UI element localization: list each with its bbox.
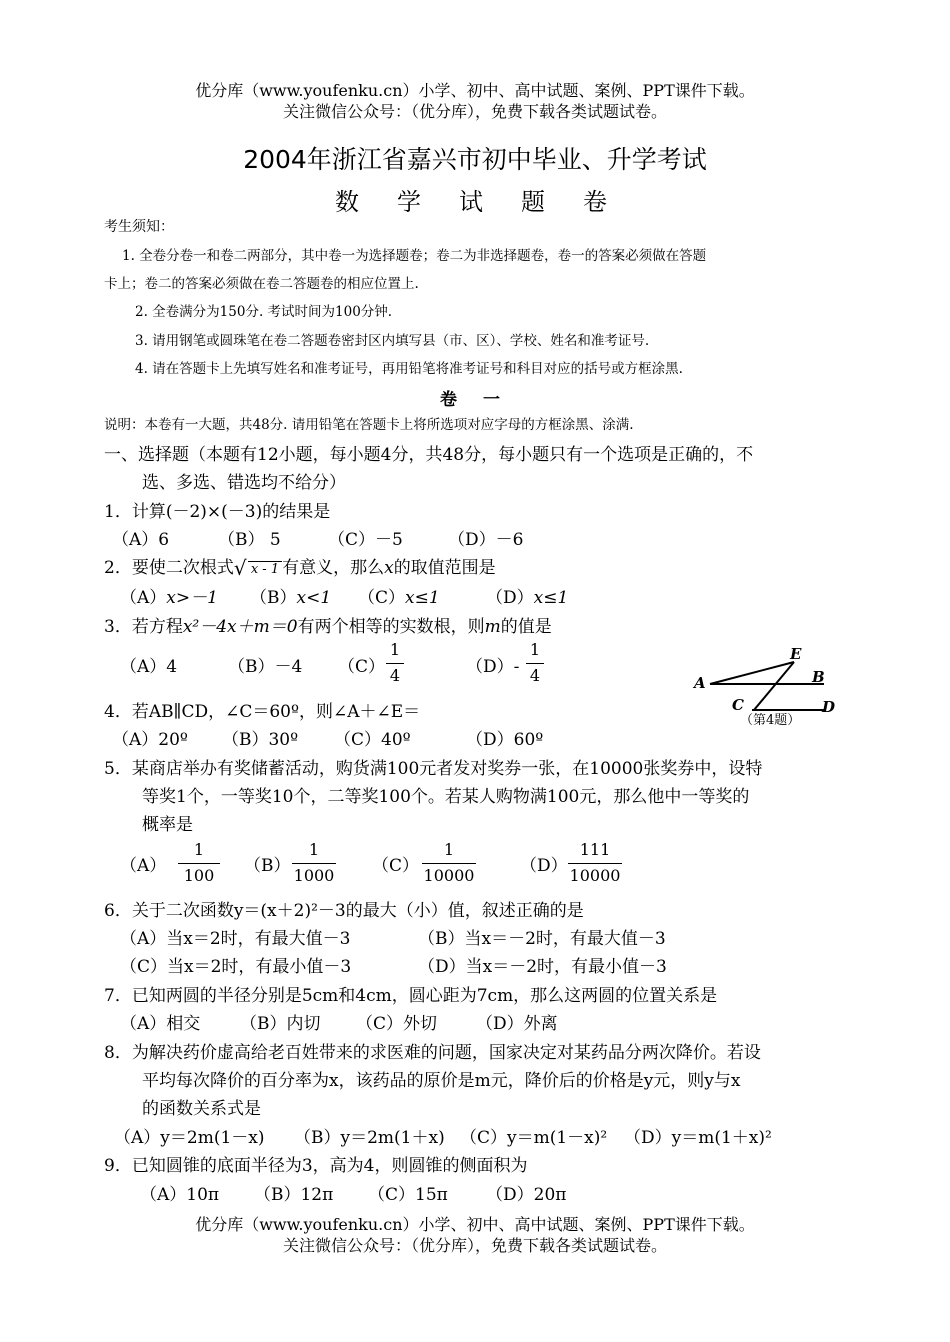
label-D: D [822, 698, 836, 716]
notice-heading: 考生须知： [104, 219, 174, 235]
section-intro-b: 选、多选、错选均不给分） [142, 473, 346, 493]
q9-stem: 9．已知圆锥的底面半径为3，高为4，则圆锥的侧面积为 [104, 1156, 528, 1176]
q2-var: x [384, 558, 394, 578]
q8-line-2: 平均每次降价的百分率为x，该药品的原价是m元，降价后的价格是y元，则y与x [142, 1071, 741, 1091]
exam-title: 2004年浙江省嘉兴市初中毕业、升学考试 [243, 145, 707, 174]
q7-option-a: （A）相交 [120, 1014, 201, 1034]
q9-option-a: （A）10π [140, 1185, 220, 1205]
q9-option-d: （D）20π [486, 1185, 567, 1205]
section-note: 说明：本卷有一大题，共48分. 请用铅笔在答题卡上将所选项对应字母的方框涂黑、涂满. [104, 417, 634, 433]
q2-option-a: （A）x>－1 [120, 588, 218, 608]
q8-option-c: （C）y＝m(1－x)² [460, 1128, 608, 1148]
q6-option-c: （C）当x＝2时，有最小值－3 [120, 957, 352, 977]
q2-stem-a: 2．要使二次根式 [104, 558, 234, 578]
q4-option-d: （D）60º [466, 730, 544, 750]
q6-option-b: （B）当x＝－2时，有最大值－3 [418, 929, 666, 949]
line-AE [710, 662, 794, 684]
q3-d-fraction: 1 4 [526, 641, 544, 685]
exam-subtitle: 数学试题卷 [335, 188, 645, 216]
q1-option-d: （D）－6 [448, 530, 524, 550]
section-title: 卷 一 [440, 390, 510, 410]
header-line-1: 优分库（www.youfenku.cn）小学、初中、高中试题、案例、PPT课件下载。 [195, 81, 755, 100]
q5-line-2: 等奖1个，一等奖10个，二等奖100个。若某人购物满100元，那么他中一等奖的 [142, 787, 750, 807]
notice-item-2: 2. 全卷满分为150分. 考试时间为100分钟. [135, 304, 393, 320]
q9-option-c: （C）15π [368, 1185, 448, 1205]
q4-stem: 4．若AB∥CD，∠C＝60º，则∠A＋∠E＝ [104, 702, 421, 722]
q7-option-b: （B）内切 [240, 1014, 321, 1034]
q8-line-3: 的函数关系式是 [142, 1099, 261, 1119]
sqrt-symbol: √ x - 1 [234, 558, 282, 578]
section-intro-a: 一、选择题（本题有12小题，每小题4分，共48分，每小题只有一个选项是正确的，不 [104, 445, 754, 465]
q8-option-a: （A）y＝2m(1－x) [114, 1128, 265, 1148]
q2-option-d: （D）x≤1 [486, 588, 569, 608]
q2-stem-c: 的取值范围是 [393, 558, 496, 578]
q8-option-d: （D）y＝m(1＋x)² [624, 1128, 772, 1148]
q3-stem: 3．若方程x²－4x＋m＝0有两个相等的实数根，则m的值是 [104, 617, 552, 637]
footer-line-2: 关注微信公众号：（优分库），免费下载各类试题试卷。 [282, 1236, 667, 1255]
q7-option-d: （D）外离 [476, 1014, 558, 1034]
label-B: B [812, 668, 825, 686]
q5-line-1: 5．某商店举办有奖储蓄活动，购货满100元者发对奖券一张，在10000张奖券中，设特 [104, 759, 763, 779]
q3-option-c: （C） [338, 657, 386, 677]
q2-radicand: x - 1 [248, 561, 282, 577]
q4-figure [690, 642, 840, 732]
notice-item-4: 4. 请在答题卡上先填写姓名和准考证号，再用铅笔将准考证号和科目对应的括号或方框涂黑. [135, 361, 683, 377]
q5-option-c: （C） [372, 856, 420, 876]
footer-line-1: 优分库（www.youfenku.cn）小学、初中、高中试题、案例、PPT课件下载。 [195, 1215, 755, 1234]
q1-option-c: （C）－5 [328, 530, 403, 550]
q3-option-b: （B）－4 [228, 657, 303, 677]
q1-stem: 1．计算(－2)×(－3)的结果是 [104, 502, 331, 522]
q6-option-a: （A）当x＝2时，有最大值－3 [120, 929, 351, 949]
q6-stem: 6．关于二次函数y＝(x＋2)²－3的最大（小）值，叙述正确的是 [104, 901, 584, 921]
q5-c-fraction: 1 10000 [423, 840, 475, 885]
q6-option-d: （D）当x＝－2时，有最小值－3 [418, 957, 667, 977]
q4-option-a: （A）20º [112, 730, 188, 750]
q5-b-fraction: 1 1000 [293, 840, 335, 885]
q2-stem-b: 有意义，那么 [282, 558, 385, 578]
q5-d-fraction: 111 10000 [569, 840, 621, 885]
q2-stem [104, 553, 496, 578]
q4-option-b: （B）30º [222, 730, 299, 750]
q3-c-fraction: 1 4 [386, 641, 404, 685]
q5-a-fraction: 1 100 [178, 841, 220, 885]
notice-item-1a: 1. 全卷分卷一和卷二两部分，其中卷一为选择题卷；卷二为非选择题卷，卷一的答案必须做在答题 [122, 248, 707, 264]
q3-option-d: （D）- [466, 657, 520, 677]
q5-option-a: （A） [120, 856, 167, 876]
q8-line-1: 8．为解决药价虚高给老百姓带来的求医难的问题，国家决定对某药品分两次降价。若设 [104, 1043, 761, 1063]
header-line-2: 关注微信公众号：（优分库），免费下载各类试题试卷。 [282, 102, 667, 121]
q5-option-b: （B） [244, 856, 291, 876]
label-A: A [694, 674, 706, 692]
label-E: E [790, 645, 802, 663]
q1-option-a: （A）6 [112, 530, 170, 550]
q7-option-c: （C）外切 [356, 1014, 438, 1034]
q5-line-3: 概率是 [142, 815, 193, 835]
line-EC [754, 662, 794, 710]
q2-option-b: （B）x<1 [250, 588, 332, 608]
q1-option-b: （B） 5 [218, 530, 281, 550]
q4-option-c: （C）40º [334, 730, 411, 750]
q5-option-d: （D） [520, 856, 568, 876]
q3-option-a: （A）4 [120, 657, 178, 677]
figure-caption: （第4题） [740, 713, 801, 728]
q7-stem: 7．已知两圆的半径分别是5cm和4cm，圆心距为7cm，那么这两圆的位置关系是 [104, 986, 718, 1006]
q3-equation: x²－4x＋m＝0 [182, 617, 298, 637]
q2-option-c: （C）x≤1 [358, 588, 440, 608]
notice-item-1b: 卡上；卷二的答案必须做在卷二答题卷的相应位置上. [104, 276, 419, 292]
q8-option-b: （B）y＝2m(1＋x) [294, 1128, 445, 1148]
notice-item-3: 3. 请用钢笔或圆珠笔在卷二答题卷密封区内填写县（市、区）、学校、姓名和准考证号. [135, 333, 650, 349]
label-C: C [732, 696, 744, 714]
q9-option-b: （B）12π [254, 1185, 334, 1205]
